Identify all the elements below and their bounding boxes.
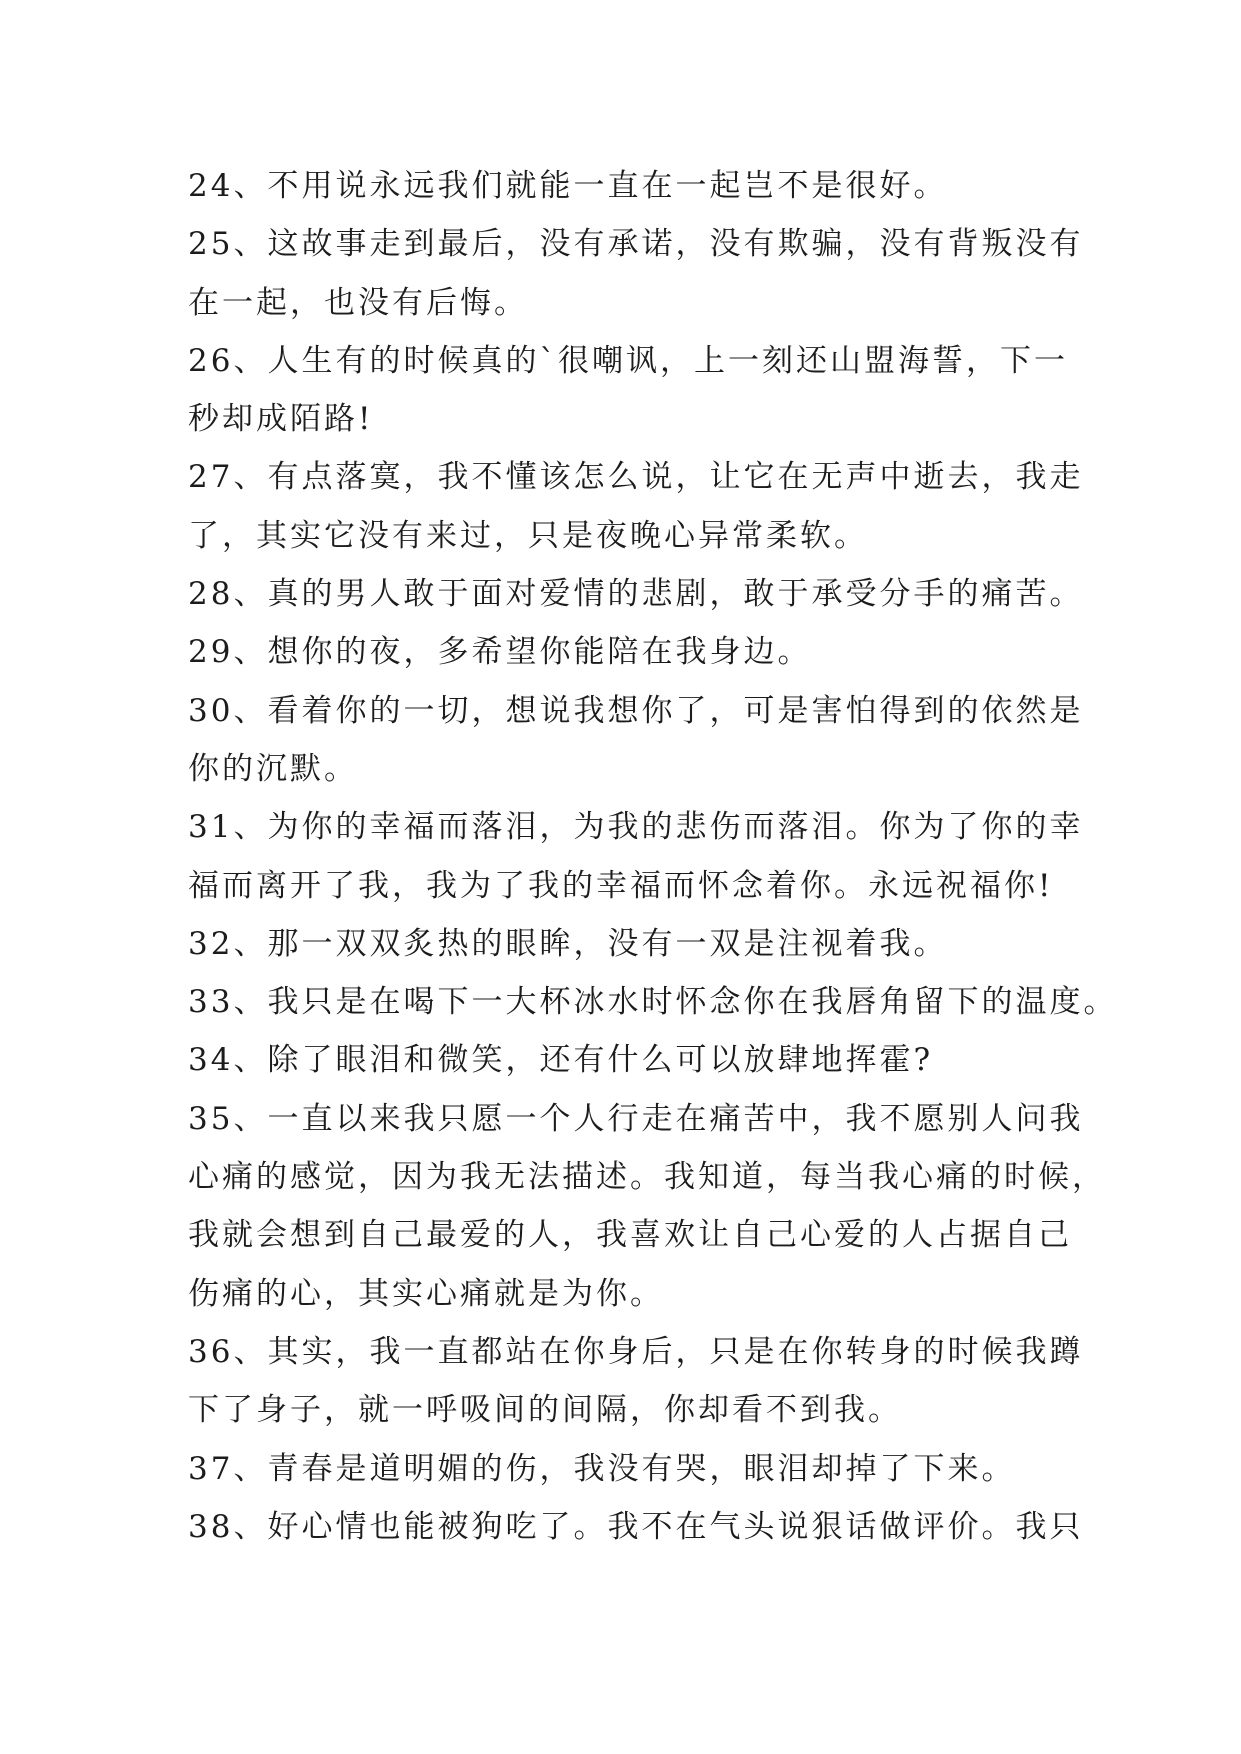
- text-line: 下了身子，就一呼吸间的间隔，你却看不到我。: [188, 1392, 902, 1429]
- text-line: 32、那一双双炙热的眼眸，没有一双是注视着我。: [188, 925, 948, 962]
- text-line: 26、人生有的时候真的`很嘲讽，上一刻还山盟海誓，下一: [188, 342, 1068, 379]
- text-line: 了，其实它没有来过，只是夜晚心异常柔软。: [188, 517, 868, 554]
- text-line: 29、想你的夜，多希望你能陪在我身边。: [188, 634, 812, 671]
- text-line: 27、有点落寞，我不懂该怎么说，让它在无声中逝去，我走: [188, 459, 1084, 496]
- text-line: 伤痛的心，其实心痛就是为你。: [188, 1275, 664, 1312]
- text-line: 35、一直以来我只愿一个人行走在痛苦中，我不愿别人问我: [188, 1100, 1084, 1137]
- text-line: 36、其实，我一直都站在你身后，只是在你转身的时候我蹲: [188, 1333, 1084, 1370]
- text-line: 31、为你的幸福而落泪，为我的悲伤而落泪。你为了你的幸: [188, 809, 1084, 846]
- text-line: 38、好心情也能被狗吃了。我不在气头说狠话做评价。我只: [188, 1508, 1084, 1545]
- document-body: [188, 157, 1118, 1556]
- text-line: 30、看着你的一切，想说我想你了，可是害怕得到的依然是: [188, 692, 1084, 729]
- text-line: 我就会想到自己最爱的人，我喜欢让自己心爱的人占据自己: [188, 1217, 1072, 1254]
- text-line: 心痛的感觉，因为我无法描述。我知道，每当我心痛的时候，: [188, 1159, 1106, 1196]
- text-line: 33、我只是在喝下一大杯冰水时怀念你在我唇角留下的温度。: [188, 984, 1118, 1021]
- text-line: 福而离开了我，我为了我的幸福而怀念着你。永远祝福你!: [188, 867, 1054, 904]
- text-line: 你的沉默。: [188, 750, 358, 787]
- text-line: 秒却成陌路!: [188, 401, 374, 438]
- text-line: 28、真的男人敢于面对爱情的悲剧，敢于承受分手的痛苦。: [188, 576, 1084, 613]
- text-line: 24、不用说永远我们就能一直在一起岂不是很好。: [188, 168, 948, 204]
- text-line: 25、这故事走到最后，没有承诺，没有欺骗，没有背叛没有: [188, 226, 1084, 263]
- text-line: 37、青春是道明媚的伤，我没有哭，眼泪却掉了下来。: [188, 1450, 1016, 1487]
- text-line: 在一起，也没有后悔。: [188, 284, 528, 321]
- text-line: 34、除了眼泪和微笑，还有什么可以放肆地挥霍?: [188, 1042, 934, 1079]
